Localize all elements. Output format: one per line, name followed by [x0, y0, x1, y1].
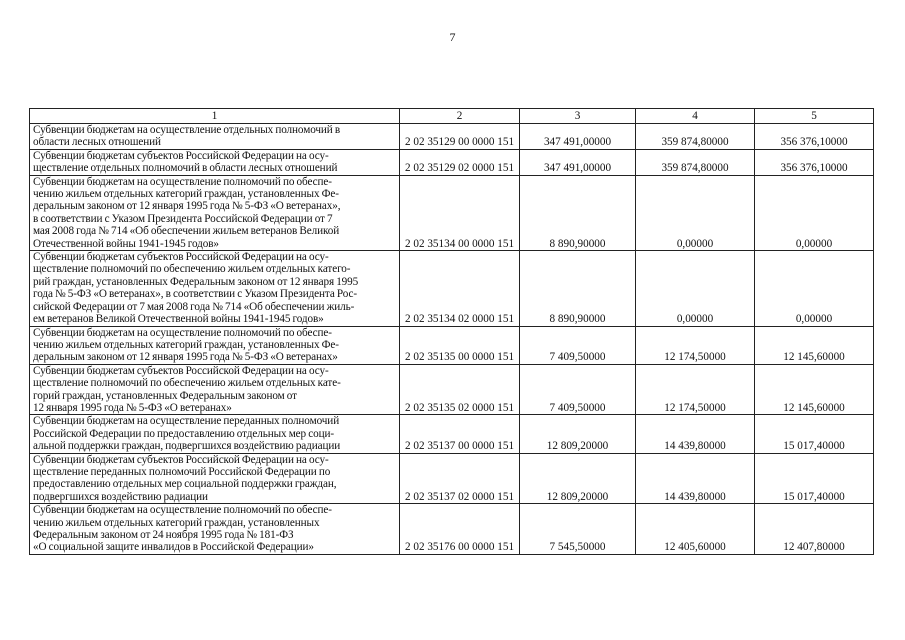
description-line: ществление отдельных полномочий в области лесных отношений — [33, 162, 338, 175]
value-col-5: 12 407,80000 — [755, 504, 874, 555]
value-col-3: 347 491,00000 — [520, 124, 636, 150]
table-body — [30, 124, 874, 555]
description-line: предоставлению отдельных мер социальной поддержки граждан, — [33, 478, 337, 491]
value-col-3: 7 409,50000 — [520, 326, 636, 364]
table-row — [30, 364, 874, 415]
description-line: горий граждан, установленных Федеральным законом от — [33, 389, 297, 402]
value-col-5: 15 017,40000 — [755, 415, 874, 453]
description-line: Субвенции бюджетам субъектов Российской Федерации на осу- — [33, 453, 329, 466]
budget-code: 2 02 35134 00 0000 151 — [400, 175, 520, 250]
budget-code: 2 02 35135 02 0000 151 — [400, 364, 520, 415]
value-col-4: 359 874,80000 — [636, 149, 755, 175]
row-description — [30, 251, 400, 326]
budget-code: 2 02 35134 02 0000 151 — [400, 251, 520, 326]
budget-code: 2 02 35137 02 0000 151 — [400, 453, 520, 504]
description-line: Субвенции бюджетам субъектов Российской Федерации на осу- — [33, 149, 329, 162]
value-col-5: 0,00000 — [755, 251, 874, 326]
value-col-3: 12 809,20000 — [520, 453, 636, 504]
description-line: ществление переданных полномочий Российской Федерации по — [33, 465, 331, 478]
table-row — [30, 504, 874, 555]
value-col-4: 12 174,50000 — [636, 364, 755, 415]
description-line: Отечественной войны 1941-1945 годов» — [33, 237, 219, 250]
description-line: деральным законом от 12 января 1995 года № 5-ФЗ «О ветеранах», — [33, 200, 341, 213]
value-col-3: 8 890,90000 — [520, 175, 636, 250]
row-description — [30, 149, 400, 175]
value-col-3: 8 890,90000 — [520, 251, 636, 326]
description-line: в соответствии с Указом Президента Российской Федерации от 7 — [33, 212, 333, 225]
value-col-3: 7 409,50000 — [520, 364, 636, 415]
table-row — [30, 453, 874, 504]
column-header-2: 2 — [400, 109, 520, 124]
description-line: Субвенции бюджетам на осуществление полномочий по обеспе- — [33, 175, 332, 188]
table-row — [30, 251, 874, 326]
column-header-3: 3 — [520, 109, 636, 124]
description-line: Субвенции бюджетам субъектов Российской Федерации на осу- — [33, 364, 329, 377]
value-col-3: 7 545,50000 — [520, 504, 636, 555]
value-col-5: 12 145,60000 — [755, 326, 874, 364]
value-col-4: 14 439,80000 — [636, 453, 755, 504]
description-line: сийской Федерации от 7 мая 2008 года № 714 «Об обеспечении жиль- — [33, 300, 355, 313]
page-number: 7 — [449, 30, 456, 44]
description-line: рий граждан, установленных Федеральным законом от 12 января 1995 — [33, 275, 359, 288]
description-line: Субвенции бюджетам на осуществление полномочий по обеспе- — [33, 326, 332, 339]
row-description — [30, 364, 400, 415]
table-row — [30, 326, 874, 364]
value-col-5: 15 017,40000 — [755, 453, 874, 504]
value-col-4: 0,00000 — [636, 251, 755, 326]
value-col-4: 359 874,80000 — [636, 124, 755, 150]
description-line: альной поддержки граждан, подвергшихся воздействию радиации — [33, 440, 341, 453]
description-line: Субвенции бюджетам на осуществление переданных полномочий — [33, 415, 340, 428]
column-header-1: 1 — [30, 109, 400, 124]
description-line: чению жильем отдельных категорий граждан, установленных Фе- — [33, 338, 339, 351]
budget-code: 2 02 35129 00 0000 151 — [400, 124, 520, 150]
budget-code: 2 02 35129 02 0000 151 — [400, 149, 520, 175]
description-line: ществление полномочий по обеспечению жильем отдельных кате- — [33, 377, 341, 390]
description-line: Субвенции бюджетам на осуществление отдельных полномочий в — [33, 124, 341, 136]
row-description — [30, 326, 400, 364]
table-row — [30, 124, 874, 150]
table-row — [30, 149, 874, 175]
value-col-4: 12 174,50000 — [636, 326, 755, 364]
column-header-5: 5 — [755, 109, 874, 124]
description-line: области лесных отношений — [33, 136, 161, 149]
value-col-4: 14 439,80000 — [636, 415, 755, 453]
description-line: деральным законом от 12 января 1995 года № 5-ФЗ «О ветеранах» — [33, 351, 338, 364]
description-line: чению жильем отдельных категорий граждан, установленных Фе- — [33, 188, 339, 201]
budget-code: 2 02 35176 00 0000 151 — [400, 504, 520, 555]
description-line: подвергшихся воздействию радиации — [33, 490, 208, 503]
row-description — [30, 504, 400, 555]
row-description — [30, 175, 400, 250]
description-line: года № 5-ФЗ «О ветеранах», в соответствии с Указом Президента Рос- — [33, 288, 358, 301]
description-line: «О социальной защите инвалидов в Российской Федерации» — [33, 541, 314, 554]
value-col-3: 12 809,20000 — [520, 415, 636, 453]
table-row — [30, 175, 874, 250]
header-row — [30, 109, 874, 124]
value-col-4: 12 405,60000 — [636, 504, 755, 555]
description-line: Федеральным законом от 24 ноября 1995 года № 181-ФЗ — [33, 529, 294, 541]
value-col-5: 356 376,10000 — [755, 124, 874, 150]
budget-code: 2 02 35135 00 0000 151 — [400, 326, 520, 364]
description-line: мая 2008 года № 714 «Об обеспечении жильем ветеранов Великой — [33, 225, 340, 238]
budget-code: 2 02 35137 00 0000 151 — [400, 415, 520, 453]
column-header-4: 4 — [636, 109, 755, 124]
description-line: ществление полномочий по обеспечению жильем отдельных катего- — [33, 263, 351, 276]
description-line: ем ветеранов Великой Отечественной войны 1941-1945 годов» — [33, 313, 324, 326]
description-line: Субвенции бюджетам на осуществление полномочий по обеспе- — [33, 504, 332, 517]
value-col-5: 0,00000 — [755, 175, 874, 250]
value-col-5: 12 145,60000 — [755, 364, 874, 415]
description-line: 12 января 1995 года № 5-ФЗ «О ветеранах» — [33, 401, 232, 414]
value-col-4: 0,00000 — [636, 175, 755, 250]
budget-table — [29, 108, 874, 555]
value-col-5: 356 376,10000 — [755, 149, 874, 175]
description-line: Субвенции бюджетам субъектов Российской Федерации на осу- — [33, 251, 329, 264]
table-row — [30, 415, 874, 453]
value-col-3: 347 491,00000 — [520, 149, 636, 175]
row-description — [30, 124, 400, 150]
description-line: чению жильем отдельных категорий граждан, установленных — [33, 516, 320, 529]
row-description — [30, 415, 400, 453]
row-description — [30, 453, 400, 504]
description-line: Российской Федерации по предоставлению отдельных мер соци- — [33, 427, 334, 440]
